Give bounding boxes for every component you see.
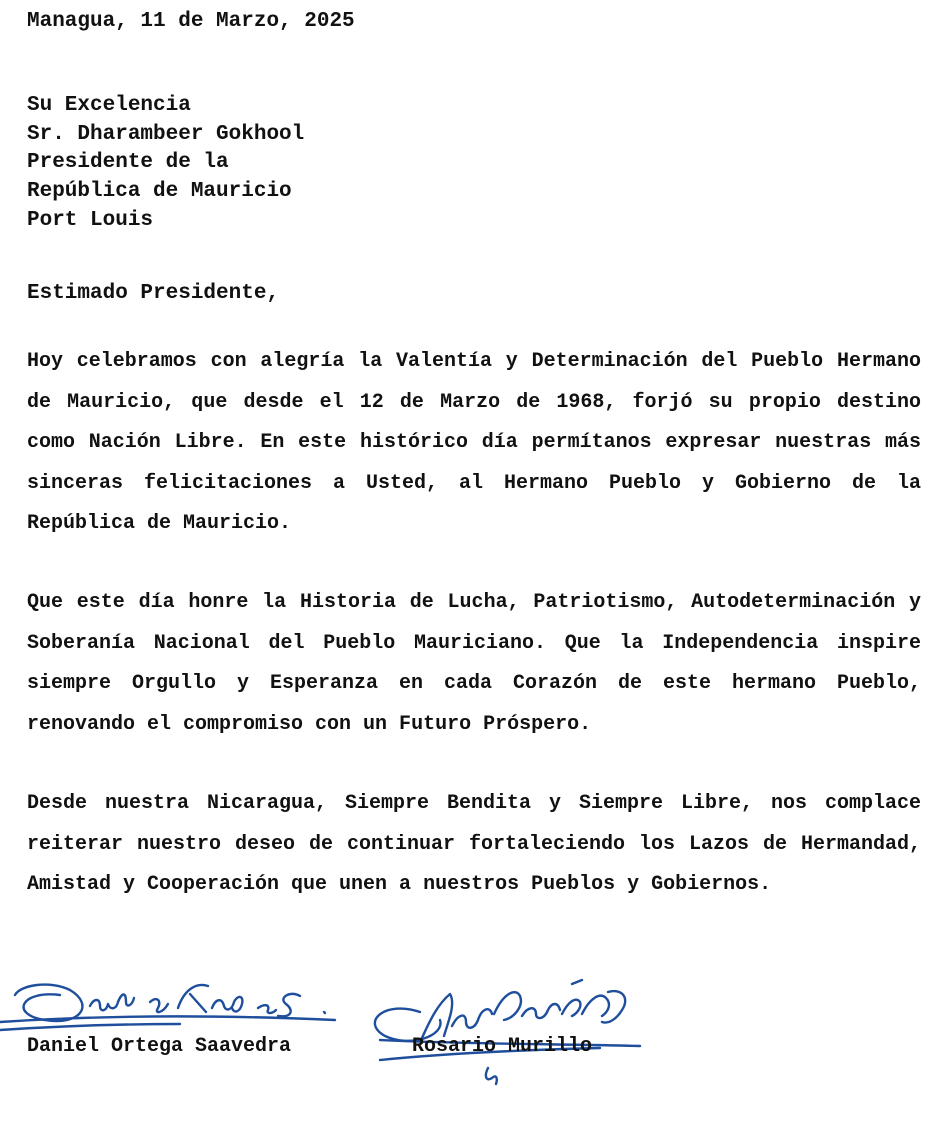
- addressee-line: Sr. Dharambeer Gokhool: [27, 122, 305, 146]
- signatory-name: Rosario Murillo: [412, 1035, 593, 1058]
- letter-date: Managua, 11 de Marzo, 2025: [27, 10, 355, 33]
- signatory-name: Daniel Ortega Saavedra: [27, 1035, 292, 1058]
- body-paragraph: Hoy celebramos con alegría la Valentía y Determinación del Pueblo Hermano de Mauricio, que desde el 12 de Marzo de 1968, forjó su propio destino como Nación Libre. En este histórico día permítanos expresar nuestras más sinceras felicitaciones a Usted, al Hermano Pueblo y Gobierno de la República de Mauricio.: [27, 350, 921, 535]
- addressee-line: Su Excelencia: [27, 94, 191, 117]
- addressee-line: Port Louis: [27, 208, 154, 232]
- signature-daniel-ortega: [0, 960, 345, 1040]
- body-paragraph: Que este día honre la Historia de Lucha, Patriotismo, Autodeterminación y Soberanía Nacional del Pueblo Mauriciano. Que la Independencia inspire siempre Orgullo y Esperanza en cada Corazón de este hermano Pueblo, renovando el compromiso con un Futuro Próspero.: [27, 591, 921, 736]
- addressee-block: [27, 92, 304, 236]
- body-paragraph: Desde nuestra Nicaragua, Siempre Bendita y Siempre Libre, nos complace reiterar nuestro deseo de continuar fortaleciendo los Lazos de Hermandad, Amistad y Cooperación que unen a nuestros Pueblos y Gobiernos.: [27, 792, 921, 896]
- signature-rosario-murillo: [360, 960, 660, 1090]
- addressee-line: República de Mauricio: [27, 180, 292, 204]
- addressee-line: Presidente de la: [27, 151, 229, 175]
- salutation: Estimado Presidente,: [27, 282, 280, 305]
